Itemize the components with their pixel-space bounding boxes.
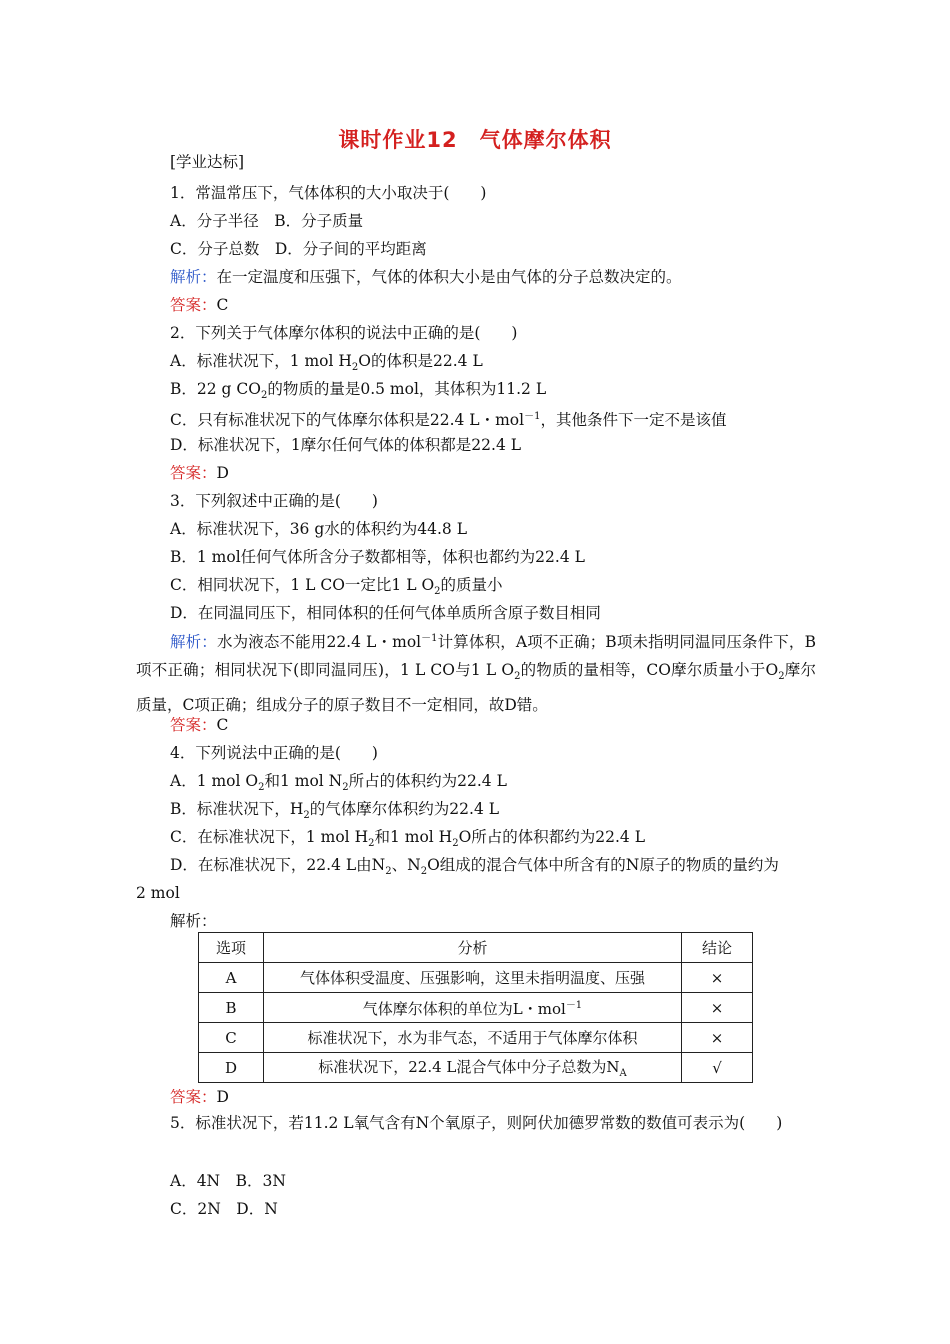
answer-label: 答案： — [170, 296, 217, 314]
analysis-label: 解析： — [170, 633, 217, 652]
q2-option-d: D．标准状况下，1摩尔任何气体的体积都是22.4 L — [170, 436, 522, 454]
table-cell: 气体摩尔体积的单位为L・mol$^{-1}$ — [264, 993, 682, 1023]
q1-answer — [170, 295, 228, 315]
q2-answer: 答案：D — [170, 464, 229, 482]
analysis-table — [198, 932, 753, 1083]
table-cell: 标准状况下，22.4 L混合气体中分子总数为$N_A$ — [264, 1053, 682, 1083]
q4-answer: 答案：D — [170, 1088, 229, 1106]
q4-option-d-cont: 2 mol — [136, 884, 180, 902]
q2-stem: 2．下列关于气体摩尔体积的说法中正确的是( ) — [170, 324, 518, 342]
table-cell: × — [682, 963, 753, 993]
table-cell: × — [682, 993, 753, 1023]
q3-answer: 答案：C — [170, 716, 229, 734]
answer-label: 答案： — [170, 1088, 217, 1106]
table-row — [199, 1023, 753, 1053]
table-cell: 标准状况下，水为非气态，不适用于气体摩尔体积 — [264, 1023, 682, 1053]
q2-option-c: C．只有标准状况下的气体摩尔体积是22.4 L・mol$^{-1}$，其他条件下一定不是该值 — [170, 411, 727, 430]
answer-label: 答案： — [170, 464, 217, 482]
section-label: [学业达标] — [170, 153, 245, 171]
table-row — [199, 963, 753, 993]
q2-option-a: A．标准状况下，1 mol $H_2O$的体积是22.4 L — [170, 352, 483, 374]
q4-option-a: A．1 mol $O_2$和1 mol $N_2$所占的体积约为22.4 L — [170, 772, 507, 794]
q1-answer-value: C — [216, 296, 229, 314]
q3-option-b: B．1 mol任何气体所含分子数都相等，体积也都约为22.4 L — [170, 548, 585, 566]
q1-options-cd: C．分子总数 D．分子间的平均距离 — [170, 240, 427, 258]
table-row — [199, 993, 753, 1023]
q4-option-d: D．在标准状况下，22.4 L由$N_2$、$N_2O$组成的混合气体中所含有的N原子的物质的量约为 — [170, 856, 779, 878]
q5-options-ab: A．4N B．3N — [170, 1172, 286, 1190]
analysis-label: 解析： — [170, 268, 217, 286]
q5-options-cd: C．2N D．N — [170, 1200, 278, 1218]
table-cell: √ — [682, 1053, 753, 1083]
table-header: 结论 — [682, 933, 753, 963]
q3-analysis: 解析：水为液态不能用22.4 L・mol$^{-1}$计算体积，A项不正确；B项未指明同温同压条件下，B项不正确；相同状况下(即同温同压)，1 L CO与1 L $O_2$的物质的量相等，CO摩尔质量小于$O_2$摩尔质量，C项正确；组成分子的原子数目不一定相同，故D错。 — [136, 633, 816, 715]
table-cell: A — [199, 963, 264, 993]
table-row — [199, 1053, 753, 1083]
q4-stem: 4．下列说法中正确的是( ) — [170, 744, 378, 762]
table-cell: B — [199, 993, 264, 1023]
table-cell: D — [199, 1053, 264, 1083]
q4-analysis-label: 解析： — [170, 912, 217, 930]
q2-option-b: B．22 g $CO_2$的物质的量是0.5 mol，其体积为11.2 L — [170, 380, 547, 402]
q3-option-a: A．标准状况下，36 g水的体积约为44.8 L — [170, 520, 467, 538]
q3-option-c: C．相同状况下，1 L CO一定比1 L $O_2$的质量小 — [170, 576, 503, 598]
q5-stem: 5．标准状况下，若11.2 L氧气含有N个氧原子，则阿伏加德罗常数的数值可表示为( ) — [170, 1114, 783, 1132]
table-header: 选项 — [199, 933, 264, 963]
q3-option-d: D．在同温同压下，相同体积的任何气体单质所含原子数目相同 — [170, 604, 601, 622]
table-header: 分析 — [264, 933, 682, 963]
q4-option-b: B．标准状况下，$H_2$的气体摩尔体积约为22.4 L — [170, 800, 500, 822]
q1-options-ab: A．分子半径 B．分子质量 — [170, 212, 364, 230]
q4-option-c: C．在标准状况下，1 mol $H_2$和1 mol $H_2O$所占的体积都约为22.4 L — [170, 828, 646, 850]
q1-analysis-text: 在一定温度和压强下，气体的体积大小是由气体的分子总数决定的。 — [216, 268, 682, 286]
table-cell: × — [682, 1023, 753, 1053]
page-title: 课时作业12 气体摩尔体积 — [338, 128, 612, 152]
table-cell: C — [199, 1023, 264, 1053]
q1-stem: 1．常温常压下，气体体积的大小取决于( ) — [170, 184, 487, 202]
q1-analysis — [170, 267, 682, 287]
table-cell: 气体体积受温度、压强影响，这里未指明温度、压强 — [264, 963, 682, 993]
q3-stem: 3．下列叙述中正确的是( ) — [170, 492, 378, 510]
table-header-row — [199, 933, 753, 963]
answer-label: 答案： — [170, 716, 217, 734]
